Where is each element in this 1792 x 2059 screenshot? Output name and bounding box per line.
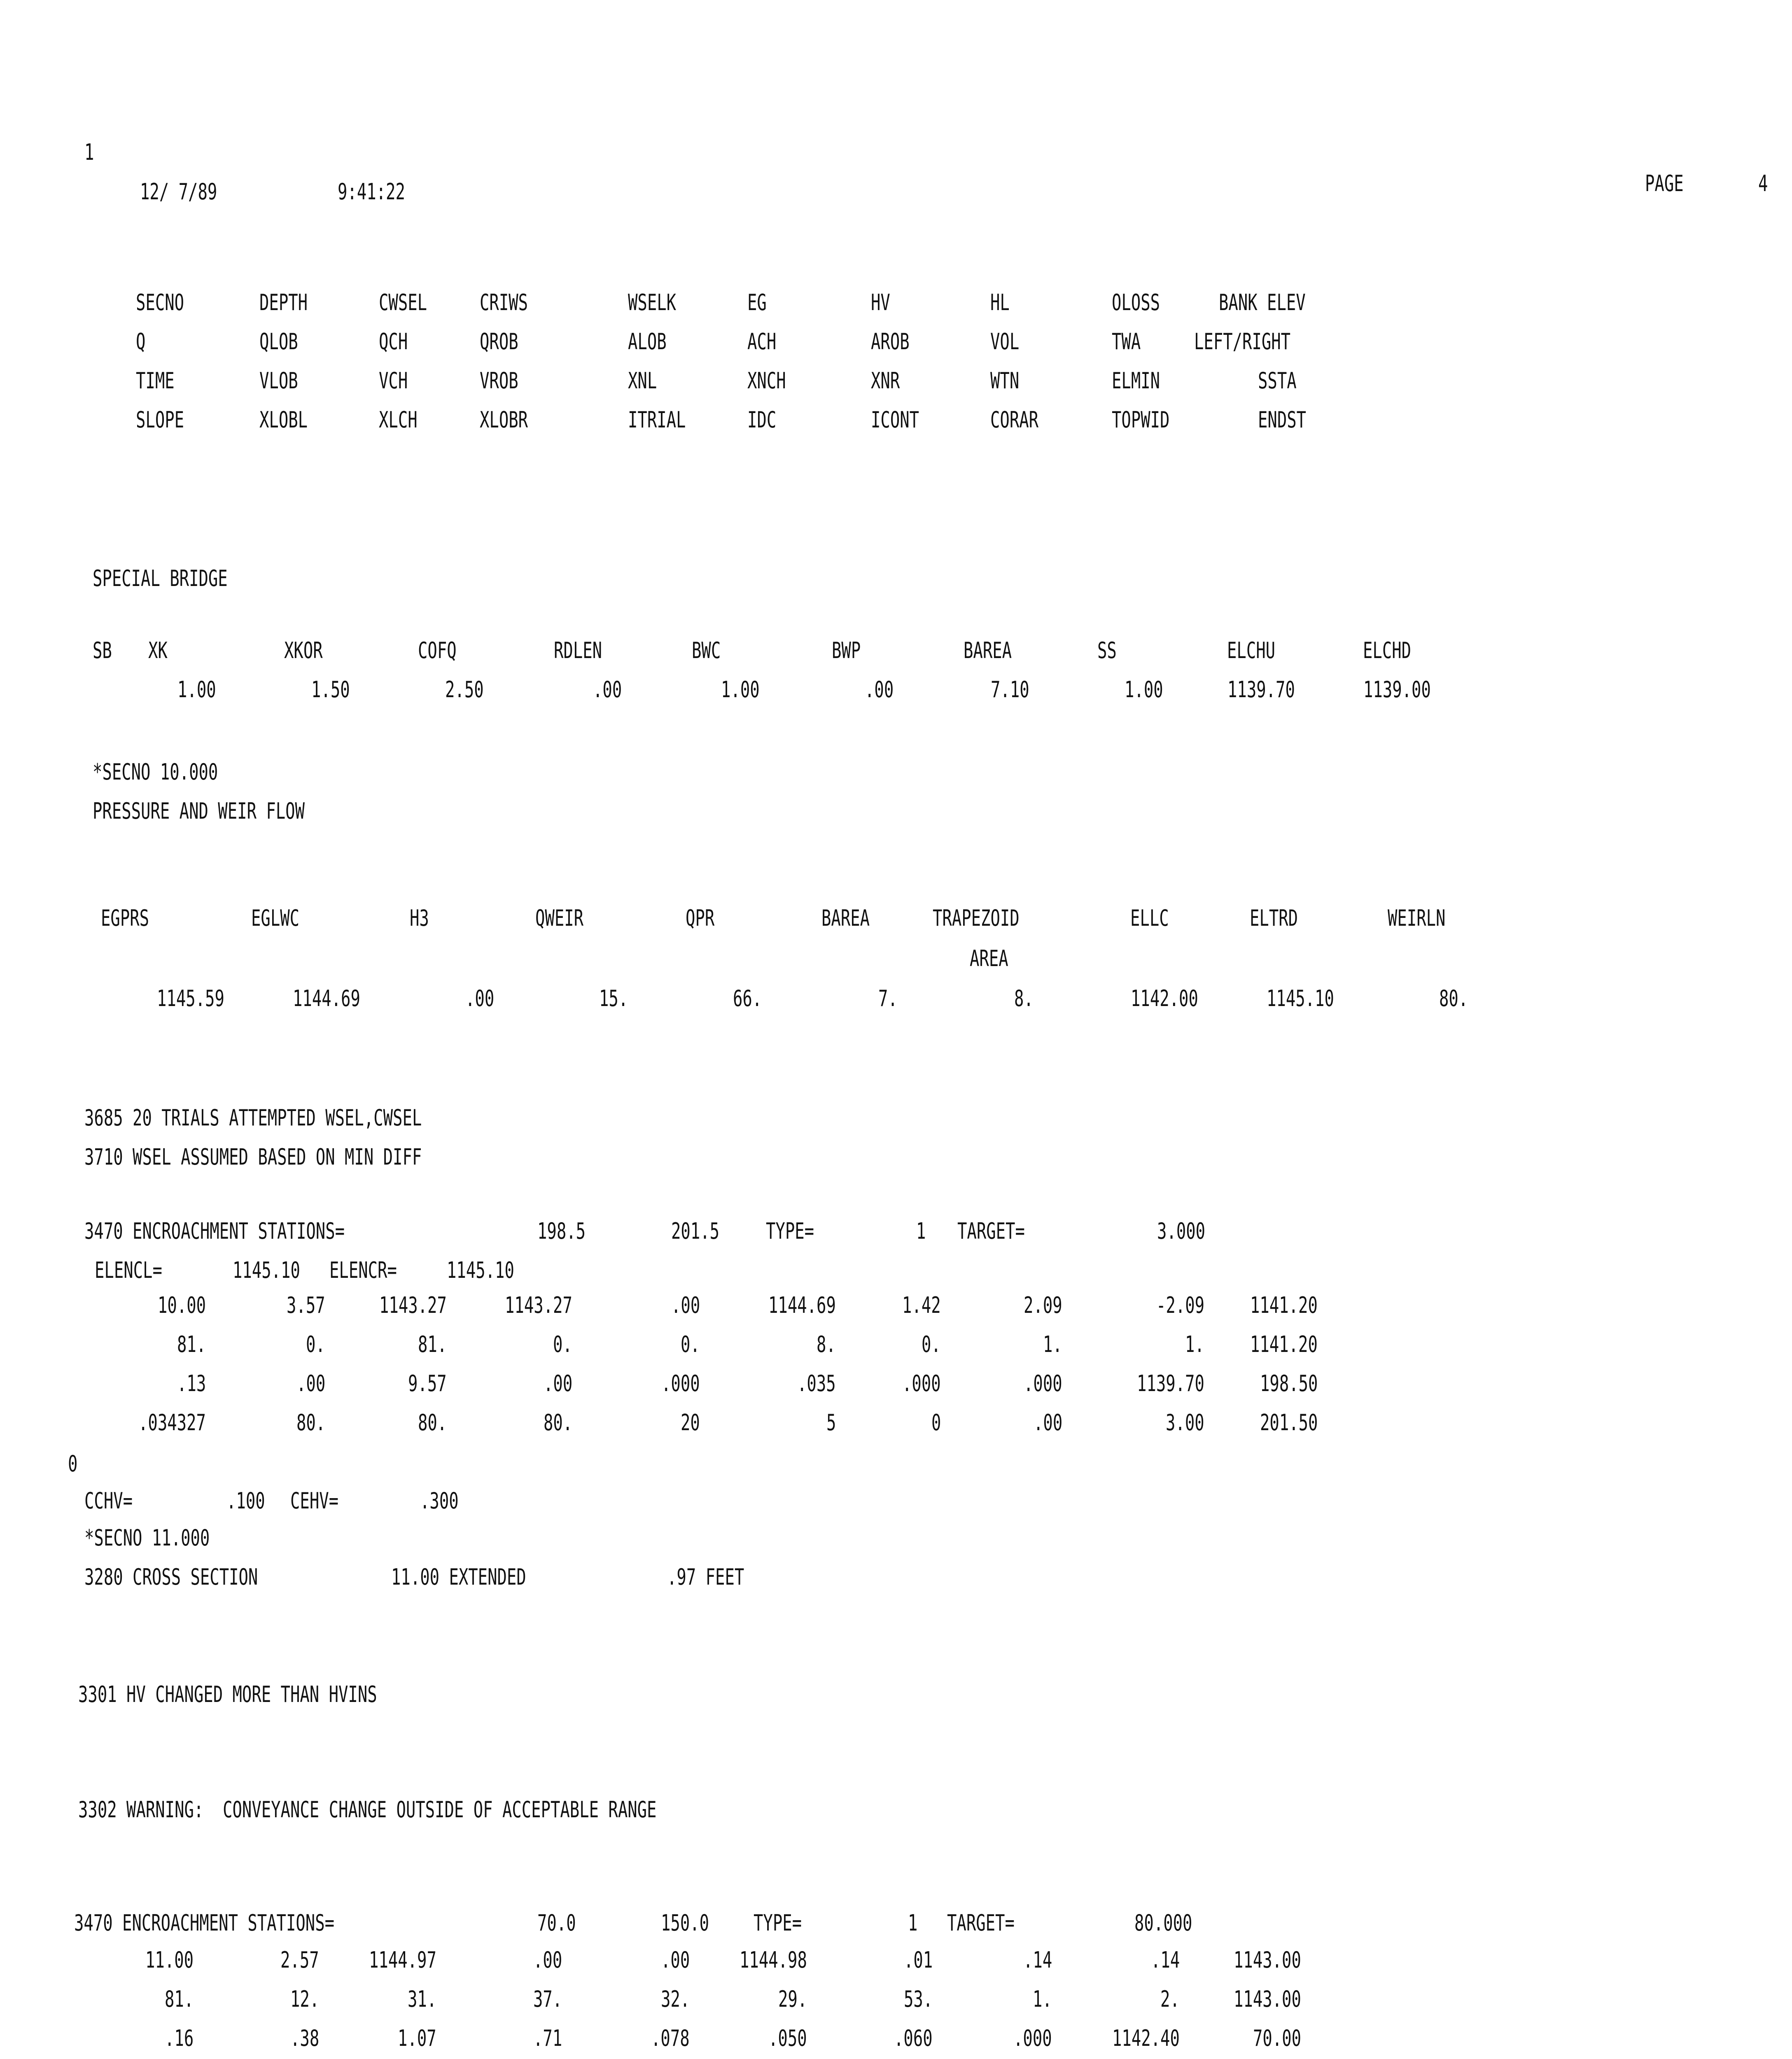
secno-10-cell: .00 — [1033, 1410, 1062, 1436]
secno-11-cell: 81. — [164, 1986, 194, 2012]
weir-flow-header: TRAPEZOID — [933, 905, 1020, 931]
special-bridge-header: XK — [148, 637, 168, 663]
weir-flow-headers — [0, 906, 1792, 935]
special-bridge-header: XKOR — [284, 637, 323, 663]
special-bridge-value: 1.00 — [1125, 677, 1163, 703]
legend-cell: HV — [871, 289, 890, 315]
special-bridge-value: 1.50 — [311, 677, 350, 703]
encroachment-target-value: 80.000 — [1134, 1910, 1192, 1936]
legend-cell: ALOB — [628, 329, 667, 355]
secno-10-cell: 1. — [1185, 1331, 1204, 1357]
message-3301: 3301 HV CHANGED MORE THAN HVINS — [78, 1681, 377, 1707]
secno-11-cell: .000 — [1013, 2025, 1052, 2051]
legend-row — [0, 290, 1792, 319]
weir-flow-value: 8. — [1014, 985, 1034, 1011]
secno-10-cell: 3.57 — [287, 1292, 325, 1318]
secno-11-cell: .38 — [290, 2025, 319, 2051]
legend-cell: OLOSS — [1112, 289, 1160, 315]
encroachment-type-value: 1 — [908, 1910, 918, 1936]
special-bridge-header: RDLEN — [554, 637, 602, 663]
secno-10-cell: 81. — [177, 1331, 206, 1357]
special-bridge-heading: SPECIAL BRIDGE — [93, 565, 228, 591]
encroachment-type-value: 1 — [916, 1218, 926, 1244]
legend-cell: XNL — [628, 368, 657, 394]
encroachment-label: 3470 ENCROACHMENT STATIONS= — [84, 1218, 345, 1244]
legend-cell: ENDST — [1258, 407, 1307, 433]
legend-cell: CRIWS — [480, 289, 528, 315]
legend-cell: DEPTH — [259, 289, 308, 315]
weir-flow-header: QPR — [686, 905, 715, 931]
page-number: 4 — [1758, 170, 1768, 196]
secno-11-cell: .00 — [533, 1947, 562, 1973]
legend-cell: SECNO — [136, 289, 184, 315]
secno-10-cell: 1143.27 — [505, 1292, 572, 1318]
elencl-label: ELENCL= — [95, 1257, 162, 1283]
secno-11-row — [0, 1987, 1792, 2016]
encroachment-target-value: 3.000 — [1157, 1218, 1206, 1244]
special-bridge-values — [0, 677, 1792, 706]
legend-cell: VCH — [379, 368, 408, 394]
special-bridge-header: ELCHD — [1363, 637, 1412, 663]
secno-11-row — [0, 1948, 1792, 1977]
weir-flow-header: EGLWC — [251, 905, 300, 931]
weir-flow-value: 7. — [878, 985, 898, 1011]
secno-11-cell: .01 — [903, 1947, 933, 1973]
special-bridge-header: BWC — [692, 637, 721, 663]
elencr-label: ELENCR= — [329, 1257, 397, 1283]
secno-10-cell: -2.09 — [1156, 1292, 1204, 1318]
legend-cell: XLOBL — [259, 407, 308, 433]
secno-10-cell: 9.57 — [408, 1370, 447, 1396]
secno-10-cell: 2.09 — [1024, 1292, 1062, 1318]
legend-cell: SLOPE — [136, 407, 184, 433]
special-bridge-value: 2.50 — [445, 677, 484, 703]
legend-cell: WTN — [990, 368, 1020, 394]
secno-11-cell: 32. — [660, 1986, 690, 2012]
secno-11-cell: 11.00 — [145, 1947, 194, 1973]
legend-row — [0, 329, 1792, 358]
secno-10-cell: 5 — [826, 1410, 836, 1436]
special-bridge-header: BWP — [832, 637, 861, 663]
run-date: 12/ 7/89 — [140, 179, 217, 205]
cchv-value: .100 — [226, 1488, 265, 1514]
secno-11-cell: 1144.97 — [369, 1947, 436, 1973]
secno-10-cell: 1144.69 — [768, 1292, 836, 1318]
special-bridge-value: .00 — [593, 677, 622, 703]
secno-11-cell: 29. — [778, 1986, 807, 2012]
secno-11-cell: 1143.00 — [1234, 1986, 1301, 2012]
secno-11-cell: 12. — [290, 1986, 319, 2012]
secno-11-cell: .14 — [1150, 1947, 1180, 1973]
weir-flow-value: .00 — [465, 985, 494, 1011]
secno-11-cell: 1143.00 — [1234, 1947, 1301, 1973]
weir-flow-header: EGPRS — [101, 905, 149, 931]
page-label: PAGE — [1645, 170, 1684, 196]
secno-11-cell: 1144.98 — [740, 1947, 807, 1973]
secno-11-cell: 53. — [903, 1986, 933, 2012]
special-bridge-value: 1.00 — [721, 677, 760, 703]
legend-cell: EG — [747, 289, 767, 315]
secno-10-cell: .00 — [296, 1370, 325, 1396]
weir-flow-value: 80. — [1439, 985, 1468, 1011]
legend-row — [0, 408, 1792, 437]
secno-10-cell: 1. — [1043, 1331, 1062, 1357]
encroachment-right-station: 150.0 — [661, 1910, 709, 1936]
special-bridge-header: BAREA — [964, 637, 1012, 663]
secno-10-subtitle: PRESSURE AND WEIR FLOW — [93, 798, 305, 824]
weir-flow-header: ELLC — [1130, 905, 1169, 931]
secno-10-row — [0, 1293, 1792, 1322]
secno-10-cell: .00 — [671, 1292, 700, 1318]
weir-flow-header: ELTRD — [1250, 905, 1298, 931]
special-bridge-headers — [0, 638, 1792, 667]
secno-10-cell: 80. — [543, 1410, 572, 1436]
secno-11-cell: 37. — [533, 1986, 562, 2012]
secno-10-cell: 3.00 — [1166, 1410, 1204, 1436]
legend-cell: XNCH — [747, 368, 786, 394]
secno-10-cell: 1141.20 — [1250, 1292, 1318, 1318]
legend-cell: TIME — [136, 368, 175, 394]
legend-cell: XLOBR — [480, 407, 528, 433]
special-bridge-header: COFQ — [418, 637, 457, 663]
weir-flow-value: 1144.69 — [293, 985, 360, 1011]
cchv-label: CCHV= — [84, 1488, 133, 1514]
secno-10-cell: 0. — [306, 1331, 325, 1357]
secno-10-cell: 8. — [817, 1331, 836, 1357]
weir-flow-value: 1145.59 — [157, 985, 224, 1011]
secno-11-cell: .078 — [651, 2025, 690, 2051]
legend-cell: IDC — [747, 407, 777, 433]
secno-11-cell: 70.00 — [1253, 2025, 1301, 2051]
weir-flow-value: 1142.00 — [1131, 985, 1198, 1011]
message-3710: 3710 WSEL ASSUMED BASED ON MIN DIFF — [84, 1144, 422, 1170]
cehv-value: .300 — [420, 1488, 459, 1514]
legend-cell: BANK ELEV — [1219, 289, 1306, 315]
weir-flow-values — [0, 986, 1792, 1015]
special-bridge-header: SS — [1097, 637, 1117, 663]
weir-flow-header-area: AREA — [970, 945, 1008, 971]
secno-10-trailer: 0 — [68, 1451, 78, 1477]
secno-11-cell: 1142.40 — [1112, 2025, 1180, 2051]
secno-11-row — [0, 2026, 1792, 2055]
secno-11-cell: .14 — [1023, 1947, 1052, 1973]
secno-10-cell: 201.50 — [1260, 1410, 1318, 1436]
encroachment-type-label: TYPE= — [754, 1910, 802, 1936]
legend-cell: TOPWID — [1112, 407, 1170, 433]
secno-11-cell: .00 — [660, 1947, 690, 1973]
weir-flow-header: QWEIR — [535, 905, 584, 931]
secno-10-cell: 0. — [922, 1331, 941, 1357]
secno-10-cell: 198.50 — [1260, 1370, 1318, 1396]
encroachment-target-label: TARGET= — [957, 1218, 1025, 1244]
secno-10-cell: 0. — [681, 1331, 700, 1357]
legend-cell: VROB — [480, 368, 518, 394]
legend-cell: QROB — [480, 329, 518, 355]
secno-11-title: *SECNO 11.000 — [84, 1525, 210, 1551]
weir-flow-value: 66. — [733, 985, 762, 1011]
secno-11-cell: .16 — [164, 2025, 194, 2051]
weir-flow-value: 1145.10 — [1267, 985, 1334, 1011]
extended-message: 3280 CROSS SECTION — [84, 1564, 258, 1590]
secno-10-cell: 20 — [681, 1410, 700, 1436]
secno-10-cell: .13 — [177, 1370, 206, 1396]
secno-10-cell: 0 — [931, 1410, 941, 1436]
secno-10-cell: .034327 — [138, 1410, 206, 1436]
legend-row — [0, 369, 1792, 397]
legend-cell: ACH — [747, 329, 777, 355]
special-bridge-value: 1139.00 — [1363, 677, 1431, 703]
weir-flow-value: 15. — [599, 985, 628, 1011]
secno-10-cell: .000 — [661, 1370, 700, 1396]
secno-10-cell: .035 — [797, 1370, 836, 1396]
secno-10-cell: 1143.27 — [379, 1292, 447, 1318]
secno-11-cell: 1. — [1033, 1986, 1052, 2012]
secno-11-cell: 2. — [1160, 1986, 1180, 2012]
legend-cell: ITRIAL — [628, 407, 686, 433]
message-3685: 3685 20 TRIALS ATTEMPTED WSEL,CWSEL — [84, 1105, 422, 1131]
secno-10-row — [0, 1410, 1792, 1439]
elencr-value: 1145.10 — [447, 1257, 514, 1283]
special-bridge-header: ELCHU — [1227, 637, 1276, 663]
special-bridge-value: 1139.70 — [1227, 677, 1295, 703]
secno-11-cell: .71 — [533, 2025, 562, 2051]
weir-flow-header: BAREA — [821, 905, 870, 931]
legend-cell: QLOB — [259, 329, 298, 355]
secno-10-cell: 1141.20 — [1250, 1331, 1318, 1357]
secno-10-cell: 0. — [553, 1331, 572, 1357]
secno-10-cell: 10.00 — [157, 1292, 206, 1318]
legend-cell: WSELK — [628, 289, 677, 315]
secno-10-cell: 1139.70 — [1137, 1370, 1204, 1396]
cehv-label: CEHV= — [290, 1488, 339, 1514]
secno-11-cell: 31. — [407, 1986, 436, 2012]
encroachment-type-label: TYPE= — [766, 1218, 814, 1244]
secno-11-cell: 1.07 — [398, 2025, 436, 2051]
secno-10-row — [0, 1371, 1792, 1400]
encroachment-label: 3470 ENCROACHMENT STATIONS= — [74, 1910, 335, 1936]
special-bridge-value: 7.10 — [991, 677, 1029, 703]
legend-cell: SSTA — [1258, 368, 1297, 394]
legend-cell: HL — [990, 289, 1010, 315]
secno-10-row — [0, 1332, 1792, 1361]
secno-10-title: *SECNO 10.000 — [93, 759, 218, 785]
secno-10-cell: .000 — [1024, 1370, 1062, 1396]
extended-section: 11.00 EXTENDED — [391, 1564, 526, 1590]
legend-cell: ICONT — [871, 407, 919, 433]
encroachment-left-station: 70.0 — [537, 1910, 576, 1936]
secno-10-cell: 80. — [418, 1410, 447, 1436]
special-bridge-header: SB — [93, 637, 112, 663]
legend-cell: VLOB — [259, 368, 298, 394]
legend-cell: TWA — [1112, 329, 1141, 355]
legend-cell: XNR — [871, 368, 900, 394]
special-bridge-value: 1.00 — [177, 677, 216, 703]
elencl-value: 1145.10 — [233, 1257, 300, 1283]
legend-cell: CWSEL — [379, 289, 427, 315]
weir-flow-header: H3 — [410, 905, 429, 931]
extended-feet: .97 FEET — [667, 1564, 744, 1590]
page-marker: 1 — [84, 139, 94, 165]
run-time: 9:41:22 — [338, 179, 405, 205]
legend-cell: LEFT/RIGHT — [1194, 329, 1291, 355]
secno-10-cell: .00 — [543, 1370, 572, 1396]
secno-10-cell: 1.42 — [902, 1292, 941, 1318]
secno-11-cell: .050 — [768, 2025, 807, 2051]
secno-10-cell: .000 — [902, 1370, 941, 1396]
weir-flow-header: WEIRLN — [1388, 905, 1446, 931]
encroachment-target-label: TARGET= — [947, 1910, 1015, 1936]
encroachment-left-station: 198.5 — [537, 1218, 586, 1244]
legend-cell: Q — [136, 329, 146, 355]
encroachment-right-station: 201.5 — [671, 1218, 720, 1244]
secno-10-cell: 81. — [418, 1331, 447, 1357]
legend-cell: XLCH — [379, 407, 418, 433]
legend-cell: VOL — [990, 329, 1020, 355]
legend-cell: QCH — [379, 329, 408, 355]
secno-11-cell: .060 — [894, 2025, 933, 2051]
secno-10-cell: 80. — [296, 1410, 325, 1436]
special-bridge-value: .00 — [864, 677, 894, 703]
message-3302: 3302 WARNING: CONVEYANCE CHANGE OUTSIDE OF ACCEPTABLE RANGE — [78, 1797, 657, 1823]
legend-cell: ELMIN — [1112, 368, 1160, 394]
legend-cell: AROB — [871, 329, 910, 355]
secno-11-cell: 2.57 — [280, 1947, 319, 1973]
legend-cell: CORAR — [990, 407, 1039, 433]
